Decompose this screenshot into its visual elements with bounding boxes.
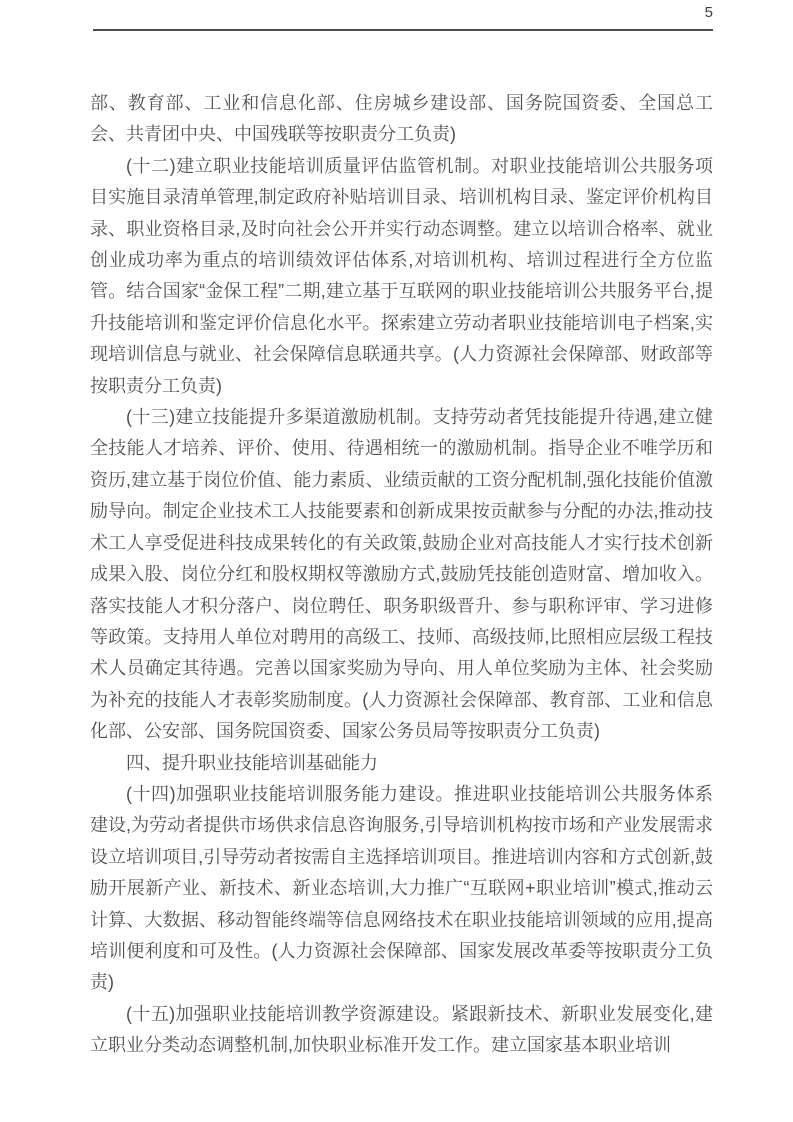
paragraph: (十五)加强职业技能培训教学资源建设。紧跟新技术、新职业发展变化,建立职业分类动态调整机制,加快职业标准开发工作。建立国家基本职业培训 [90,1003,713,1056]
paragraph: (十二)建立职业技能培训质量评估监管机制。对职业技能培训公共服务项目实施目录清单管理,制定政府补贴培训目录、培训机构目录、鉴定评价机构目录、职业资格目录,及时向社会公开并实行动态调整。建立以培训合格率、就业创业成功率为重点的培训绩效评估体系,对培训机构、培训过程进行全方位监管。结合国家“金保工程”二期,建立基于互联网的职业技能培训公共服务平台,提升技能培训和鉴定评价信息化水平。探索建立劳动者职业技能培训电子档案,实现培训信息与就业、社会保障信息联通共享。(人力资源社会保障部、财政部等按职责分工负责) [90,155,713,396]
page-number: 5 [704,4,713,21]
section-heading: 四、提升职业技能培训基础能力 [126,752,378,773]
header-rule [93,29,713,31]
paragraph: (十三)建立技能提升多渠道激励机制。支持劳动者凭技能提升待遇,建立健全技能人才培养、评价、使用、待遇相统一的激励机制。指导企业不唯学历和资历,建立基于岗位价值、能力素质、业绩贡献的工资分配机制,强化技能价值激励导向。制定企业技术工人技能要素和创新成果按贡献参与分配的办法,推动技术工人享受促进科技成果转化的有关政策,鼓励企业对高技能人才实行技术创新成果入股、岗位分红和股权期权等激励方式,鼓励凭技能创造财富、增加收入。落实技能人才积分落户、岗位聘任、职务职级晋升、参与职称评审、学习进修等政策。支持用人单位对聘用的高级工、技师、高级技师,比照相应层级工程技术人员确定其待遇。完善以国家奖励为导向、用人单位奖励为主体、社会奖励为补充的技能人才表彰奖励制度。(人力资源社会保障部、教育部、工业和信息化部、公安部、国务院国资委、国家公务员局等按职责分工负责) [90,407,713,742]
paragraph: 部、教育部、工业和信息化部、住房城乡建设部、国务院国资委、全国总工会、共青团中央、中国残联等按职责分工负责) [90,93,713,145]
paragraph: (十四)加强职业技能培训服务能力建设。推进职业技能培训公共服务体系建设,为劳动者提供市场供求信息咨询服务,引导培训机构按市场和产业发展需求设立培训项目,引导劳动者按需自主选择培训项目。推进培训内容和方式创新,鼓励开展新产业、新技术、新业态培训,大力推广“互联网+职业培训”模式,推动云计算、大数据、移动智能终端等信息网络技术在职业技能培训领域的应用,提高培训便利度和可及性。(人力资源社会保障部、国家发展改革委等按职责分工负责) [90,783,713,993]
document-body [90,88,713,1062]
